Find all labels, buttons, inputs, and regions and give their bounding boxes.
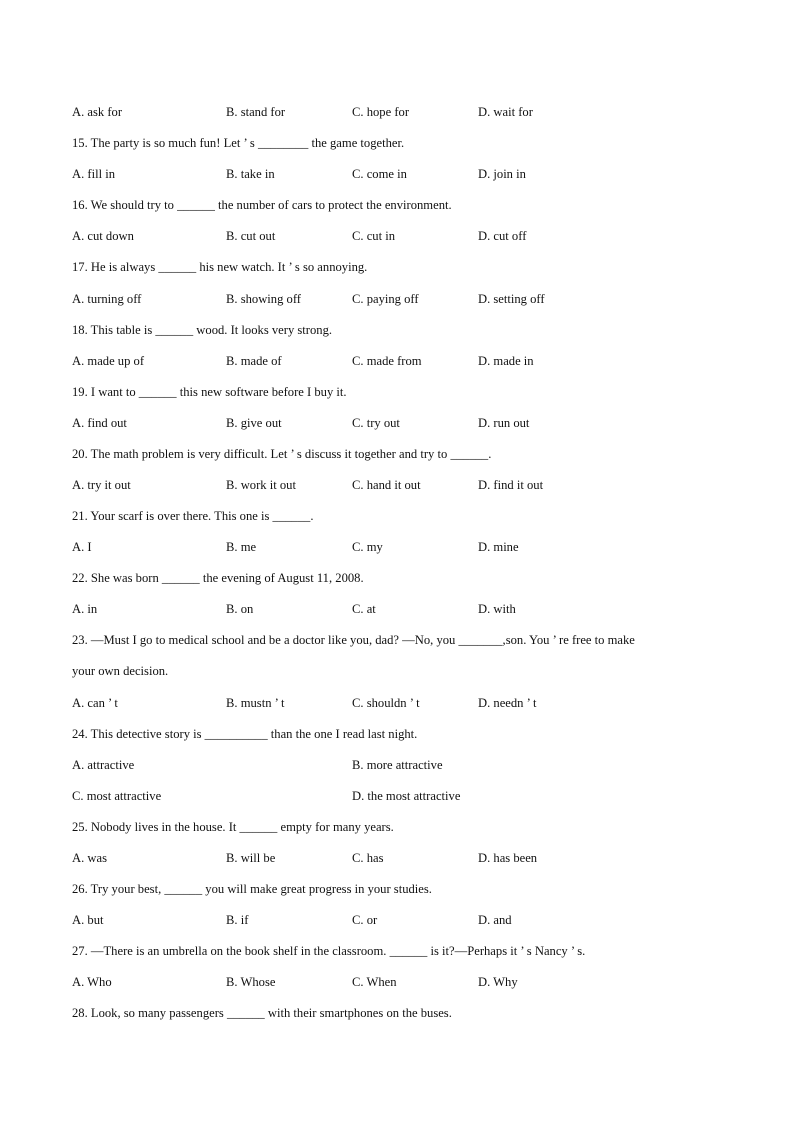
answer-option: A. was [72, 850, 107, 865]
answer-option: C. paying off [352, 291, 419, 306]
answer-option: C. my [352, 540, 383, 555]
answer-option: B. cut out [226, 229, 276, 244]
answer-option: D. find it out [478, 478, 544, 492]
answer-option: B. if [226, 913, 249, 928]
answer-option: B. give out [226, 415, 282, 430]
question-text: 17. He is always ______ his new watch. It ’ s so annoying. [72, 260, 368, 275]
answer-option: A. in [72, 602, 98, 617]
question-text: 18. This table is ______ wood. It looks very strong. [72, 322, 333, 337]
answer-option: A. can ’ t [72, 695, 118, 710]
question-text: 26. Try your best, ______ you will make great progress in your studies. [72, 882, 432, 896]
question-text: 23. —Must I go to medical school and be a doctor like you, dad? —No, you _______,son. You ’ re free to make [72, 633, 635, 648]
answer-option: D. needn ’ t [478, 695, 537, 710]
answer-option: D. mine [478, 540, 519, 555]
answer-option: B. take in [226, 167, 275, 182]
answer-option: B. more attractive [352, 757, 443, 772]
answer-option: A. turning off [72, 291, 142, 306]
question-text: 27. —There is an umbrella on the book shelf in the classroom. ______ is it?—Perhaps it ’ s Nancy ’ s. [72, 944, 586, 959]
answer-option: B. will be [226, 850, 276, 865]
answer-option: B. showing off [226, 291, 301, 306]
question-text: 28. Look, so many passengers ______ with their smartphones on the buses. [72, 1006, 452, 1021]
answer-option: C. has [352, 850, 384, 865]
answer-option: B. work it out [226, 478, 296, 492]
answer-option: D. has been [478, 850, 538, 865]
answer-option: B. me [226, 540, 257, 555]
answer-option: C. cut in [352, 229, 396, 244]
answer-option: C. most attractive [72, 788, 162, 803]
answer-option: B. made of [226, 353, 282, 368]
answer-option: A. try it out [72, 478, 131, 492]
answer-option: C. shouldn ’ t [352, 695, 420, 710]
answer-option: D. made in [478, 353, 534, 368]
answer-option: A. attractive [72, 757, 135, 772]
answer-option: C. hope for [352, 105, 410, 119]
question-text: 24. This detective story is __________ than the one I read last night. [72, 726, 418, 741]
answer-option: B. stand for [226, 105, 286, 119]
answer-option: C. at [352, 602, 376, 617]
answer-option: D. join in [478, 167, 526, 182]
answer-option: D. with [478, 602, 516, 617]
question-text: 22. She was born ______ the evening of August 11, 2008. [72, 571, 364, 586]
answer-option: D. run out [478, 415, 530, 430]
answer-option: B. on [226, 602, 254, 617]
answer-option: A. Who [72, 975, 112, 990]
answer-option: C. When [352, 975, 397, 990]
answer-option: C. hand it out [352, 478, 421, 492]
answer-option: D. wait for [478, 105, 533, 119]
answer-option: B. mustn ’ t [226, 695, 285, 710]
answer-option: D. Why [478, 975, 518, 990]
question-text: 16. We should try to ______ the number of cars to protect the environment. [72, 198, 452, 213]
question-text: your own decision. [72, 664, 169, 679]
answer-option: C. made from [352, 353, 422, 368]
answer-option: A. made up of [72, 353, 145, 368]
answer-option: A. fill in [72, 167, 116, 182]
answer-option: D. setting off [478, 291, 545, 306]
answer-option: D. cut off [478, 229, 527, 244]
answer-option: C. come in [352, 167, 407, 182]
answer-option: C. or [352, 913, 378, 928]
answer-option: A. find out [72, 415, 127, 430]
question-text: 15. The party is so much fun! Let ’ s ________ the game together. [72, 136, 405, 151]
answer-option: A. cut down [72, 229, 134, 244]
question-text: 25. Nobody lives in the house. It ______ empty for many years. [72, 819, 394, 834]
answer-option: A. but [72, 913, 104, 928]
answer-option: C. try out [352, 415, 400, 430]
answer-option: A. ask for [72, 105, 123, 119]
answer-option: D. and [478, 913, 512, 928]
question-text: 21. Your scarf is over there. This one is ______. [72, 509, 314, 523]
question-text: 19. I want to ______ this new software before I buy it. [72, 384, 347, 399]
answer-option: A. I [72, 540, 92, 555]
answer-option: D. the most attractive [352, 788, 461, 803]
question-text: 20. The math problem is very difficult. Let ’ s discuss it together and try to ______. [72, 446, 492, 461]
answer-option: B. Whose [226, 975, 276, 990]
